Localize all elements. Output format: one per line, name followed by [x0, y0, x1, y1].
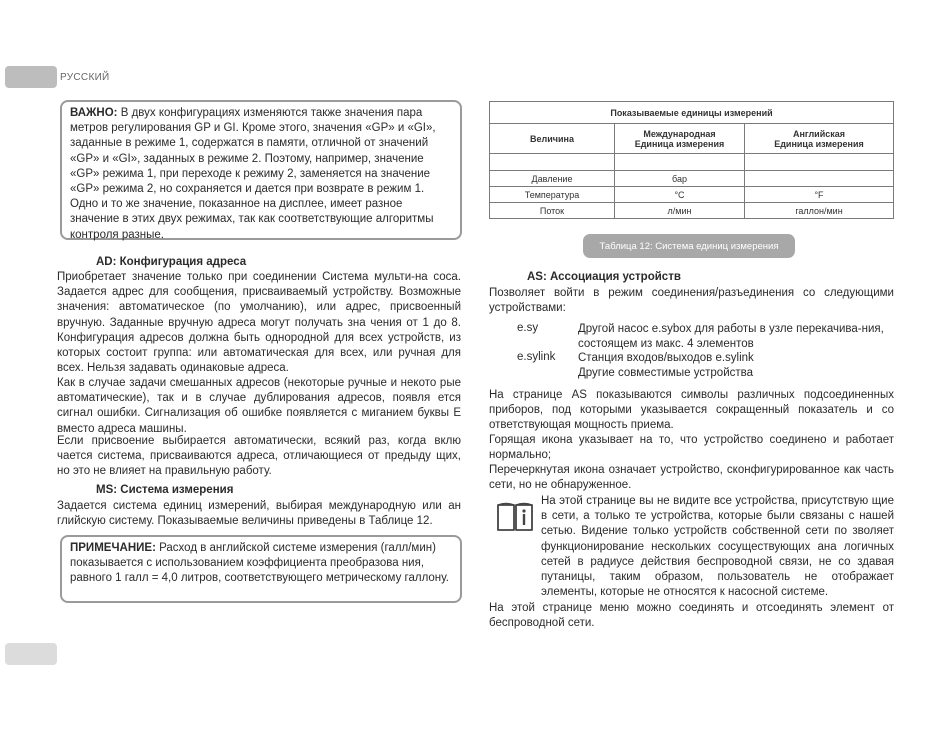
- table-title: Показываемые единицы измерений: [490, 102, 894, 124]
- ad-paragraph-2: Как в случае задачи смешанных адресов (некоторые ручные и некото рые автоматические), так и в случае дублирования адресов, появля ется сигнал ошибки. Сигнализация об ошибке появляется с миганием буквы E вместо адреса машины.: [57, 377, 461, 435]
- page-number-tab: [5, 643, 57, 665]
- table-empty-cell: [490, 154, 615, 171]
- language-label: РУССКИЙ: [60, 72, 110, 83]
- header-eng-line2: Единица измерения: [774, 138, 864, 149]
- table-row: [490, 187, 894, 203]
- note-label: ПРИМЕЧАНИЕ:: [70, 542, 156, 554]
- important-label: ВАЖНО:: [70, 107, 118, 119]
- header-intl-line2: Единица измерения: [634, 138, 725, 149]
- table-cell-intl: л/мин: [615, 203, 745, 219]
- units-table: [489, 101, 894, 219]
- device-code-esy: e.sy: [517, 322, 539, 334]
- table-empty-cell: [615, 154, 745, 171]
- device-desc-other: Другие совместимые устройства: [578, 367, 754, 379]
- as-paragraph-1: На странице AS показываются символы различных подсоединенных приборов, под которыми указывается сокращенный показатель и со ответствующая мощность приема.: [489, 389, 894, 432]
- as-paragraph-4: На этой странице меню можно соединять и отсоединять элемент от беспроводной сети.: [489, 602, 894, 630]
- info-book-icon: [495, 500, 535, 534]
- as-section-title: AS: Ассоциация устройств: [527, 271, 681, 283]
- important-notice-box: [60, 100, 462, 240]
- table-cell-eng: [745, 171, 894, 187]
- table-caption: Таблица 12: Система единиц измерения: [583, 234, 795, 258]
- device-code-esylink: e.sylink: [517, 351, 556, 363]
- table-header-international: [615, 124, 745, 154]
- note-text: Расход в английской системе измерения (галл/мин) показывается с использованием коэффициента преобразова ния, равного 1 галл = 4,0 литров, соответствующего метрическому галлону.: [70, 542, 449, 585]
- info-note-text: На этой странице вы не видите все устройства, присутствую щие в сети, а только те устройства, которые были связаны с нашей сетью. Видение только устройств собственной сети по зволяет функционирование нескольких сосуществующих ана логичных сетей в радиусе действия беспроводной связи, не со здавая путаницы, таким образом, пользователь не отображает элементы, которые не относятся к насосной системе.: [541, 495, 894, 599]
- table-cell-intl: бар: [615, 171, 745, 187]
- ad-section-title: AD: Конфигурация адреса: [96, 256, 247, 268]
- device-desc-esylink: Станция входов/выходов e.sylink: [578, 352, 754, 364]
- ad-paragraph-1: Приобретает значение только при соединении Система мульти-на соса. Задается адрес для сообщения, присваиваемый устройству. Возможные значения: автоматическое (по умолчанию), или адрес, присвоенный вручную. Заданные вручную адреса могут получать зна чения от 1 до 8. Конфигурация адресов должна быть однородной для всех устройств, из которых состоит группа: или автоматическая для всех, или ручная для всех. Нельзя задавать одинаковые адреса.: [57, 271, 461, 375]
- table-row: [490, 171, 894, 187]
- ms-section-title: MS: Система измерения: [96, 484, 234, 496]
- table-cell-name: Давление: [490, 171, 615, 187]
- as-paragraph-2: Горящая икона указывает на то, что устройство соединено и работает нормально;: [489, 434, 894, 462]
- table-empty-cell: [745, 154, 894, 171]
- as-intro: Позволяет войти в режим соединения/разъединения со следующими устройствами:: [489, 287, 894, 315]
- as-paragraph-3: Перечеркнутая икона означает устройство, сконфигурированное как часть сети, но не обнаруженное.: [489, 464, 894, 492]
- table-header-english: [745, 124, 894, 154]
- table-cell-eng: °F: [745, 187, 894, 203]
- device-desc-esy: Другой насос e.sybox для работы в узле перекачива-ния, состоящем из макс. 4 элементов: [578, 323, 884, 351]
- table-cell-eng: галлон/мин: [745, 203, 894, 219]
- table-cell-name: Температура: [490, 187, 615, 203]
- note-box: [60, 535, 462, 603]
- header-intl-line1: Международная: [643, 128, 716, 139]
- table-cell-name: Поток: [490, 203, 615, 219]
- table-row: [490, 203, 894, 219]
- page-tab-marker: [5, 66, 57, 88]
- important-text: В двух конфигурациях изменяются также значения пара метров регулирования GP и GI. Кроме этого, значения «GP» и «GI», заданные в режиме 1, содержатся в памяти, отличной от значений «GP» и «GI», заданных в режиме 2. Поэтому, например, значение «GP» режима 1, при переходе к режиму 2, заменяется на значение «GP» режима 2, но сохраняется и дается при возврате в режим 1. Одно и то же значение, показанное на дисплее, имеет разное значение в этих двух режимах, так как соответствующие алгоритмы контроля разные.: [70, 107, 436, 241]
- table-cell-intl: °C: [615, 187, 745, 203]
- header-eng-line1: Английская: [792, 128, 845, 139]
- table-header-quantity: Величина: [490, 124, 615, 154]
- ad-paragraph-3: Если присвоение выбирается автоматически, всякий раз, когда вклю чается система, присваиваются адреса, отличающиеся от предыду щих, но это не влияет на правильную работу.: [57, 435, 461, 478]
- ms-paragraph: Задается система единиц измерений, выбирая международную или ан глийскую систему. Показываемые величины приведены в Таблице 12.: [57, 500, 461, 528]
